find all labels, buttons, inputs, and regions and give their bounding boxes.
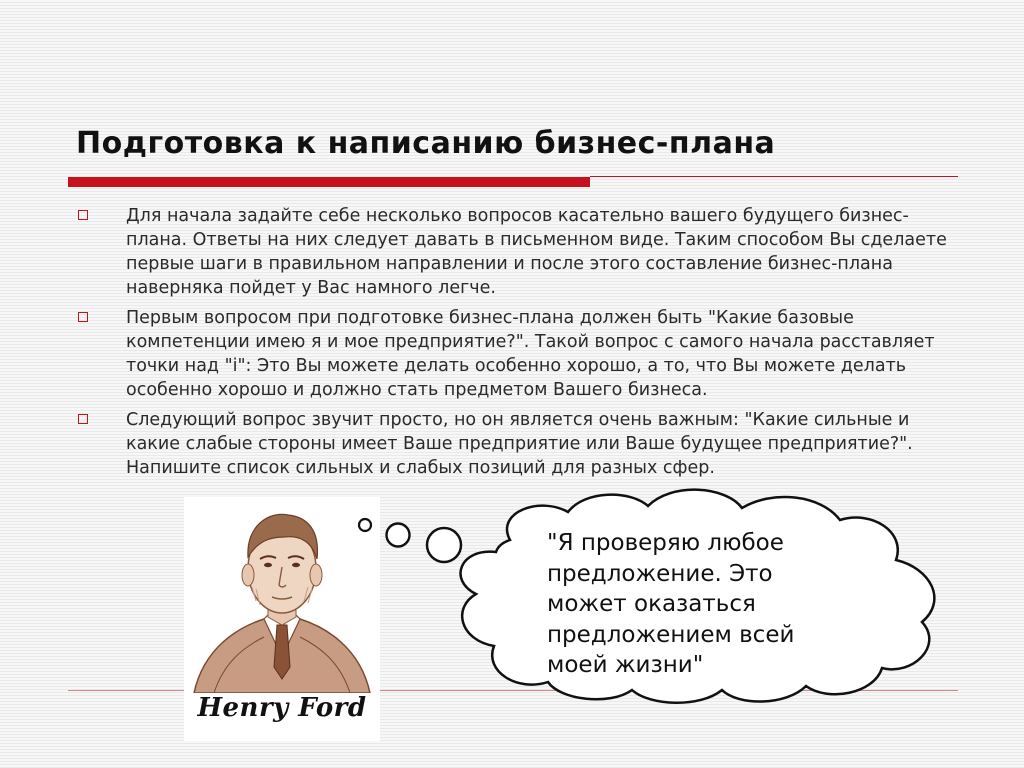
ford-quote: "Я проверяю любое предложение. Это может оказаться предложением всей моей жизни": [547, 530, 795, 678]
slide-title: Подготовка к написанию бизнес-плана: [76, 126, 776, 161]
signature: Henry Ford: [197, 693, 367, 723]
bullet-text: Следующий вопрос звучит просто, но он является очень важным: "Какие сильные и какие слабые стороны имеет Ваше предприятие или Ваше будущее предприятие?". Напишите список сильных и слабых позиций для разных сфер.: [126, 410, 913, 478]
thought-dot-large: [427, 528, 461, 562]
thought-dot-small: [359, 519, 371, 531]
bullet-text: Для начала задайте себе несколько вопросов касательно вашего будущего бизнес-плана. Ответы на них следует давать в письменном виде. Таким способом Вы сделаете первые шаги в правильном направлении и после этого составление бизнес-плана наверняка пойдет у Вас намного легче.: [126, 206, 947, 298]
bullet-text: Первым вопросом при подготовке бизнес-плана должен быть "Какие базовые компетенции имею я и мое предприятие?". Такой вопрос с самого начала расставляет точки над "i": Это Вы можете делать особенно хорошо, а то, что Вы можете делать особенно хорошо и должно стать предметом Вашего бизнеса.: [126, 308, 935, 400]
thought-dot-medium: [387, 524, 410, 547]
